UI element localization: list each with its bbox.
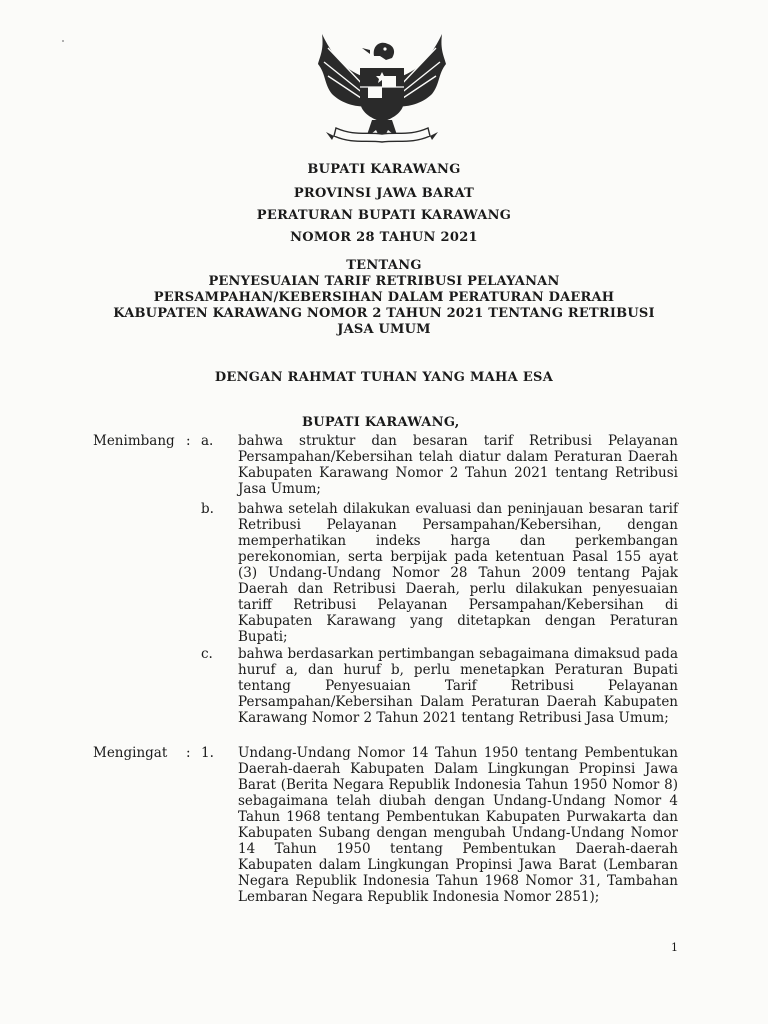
rahmat-heading: DENGAN RAHMAT TUHAN YANG MAHA ESA (214, 370, 554, 385)
menimbang-item-b: bahwa setelah dilakukan evaluasi dan peninjauan besaran tarif Retribusi Pelayanan Persampahan/Kebersihan, dengan memperhatikan indeks harga dan perkembangan perekonomian, serta berpijak pada ketentuan Pasal 155 ayat (3) Undang-Undang Nomor 28 Tahun 2009 tentang Pajak Daerah dan Retribusi Daerah, perlu dilakukan penyesuaian tariff Retribusi Pelayanan Persampahan/Kebersihan di Kabupaten Karawang yang ditetapkan dengan Peraturan Bupati; (238, 501, 678, 645)
scan-speck (62, 40, 64, 42)
bupati-heading: BUPATI KARAWANG, (302, 415, 460, 430)
item-marker: a. (201, 433, 214, 449)
header-line-2: PROVINSI JAWA BARAT (293, 186, 475, 201)
menimbang-item-c: bahwa berdasarkan pertimbangan sebagaimana dimaksud pada huruf a, dan huruf b, perlu menetapkan Peraturan Bupati tentang Penyesuaian Tarif Retribusi Pelayanan Persampahan/Kebersihan Dalam Peraturan Daerah Kabupaten Karawang Nomor 2 Tahun 2021 tentang Retribusi Jasa Umum; (238, 646, 678, 726)
title-line: JASA UMUM (337, 322, 431, 337)
item-marker: c. (201, 646, 213, 662)
menimbang-item-a: bahwa struktur dan besaran tarif Retribusi Pelayanan Persampahan/Kebersihan telah diatur dalam Peraturan Daerah Kabupaten Karawang Nomor 2 Tahun 2021 tentang Retribusi Jasa Umum; (238, 433, 678, 497)
title-line: PENYESUAIAN TARIF RETRIBUSI PELAYANAN (208, 274, 560, 289)
title-line: KABUPATEN KARAWANG NOMOR 2 TAHUN 2021 TENTANG RETRIBUSI (113, 306, 655, 321)
page-number: 1 (671, 941, 678, 954)
tentang-heading: TENTANG (346, 258, 422, 273)
regulation-title (90, 274, 678, 338)
header-line-4: NOMOR 28 TAHUN 2021 (290, 230, 478, 245)
menimbang-colon: : (186, 433, 191, 449)
mengingat-item-1: Undang-Undang Nomor 14 Tahun 1950 tentang Pembentukan Daerah-daerah Kabupaten Dalam Lingkungan Propinsi Jawa Barat (Berita Negara Republik Indonesia Tahun 1950 Nomor 8) sebagaimana telah diubah dengan Undang-Undang Nomor 4 Tahun 1968 tentang Pembentukan Kabupaten Purwakarta dan Kabupaten Subang dengan mengubah Undang-Undang Nomor 14 Tahun 1950 tentang Pembentukan Daerah-daerah Kabupaten dalam Lingkungan Propinsi Jawa Barat (Lembaran Negara Republik Indonesia Tahun 1968 Nomor 31, Tambahan Lembaran Negara Republik Indonesia Nomor 2851); (238, 745, 678, 905)
garuda-emblem-icon (314, 28, 450, 152)
mengingat-colon: : (186, 745, 191, 761)
header-line-1: BUPATI KARAWANG (307, 162, 461, 177)
mengingat-label: Mengingat (93, 745, 168, 761)
header-line-3: PERATURAN BUPATI KARAWANG (256, 208, 512, 223)
item-marker: b. (201, 501, 214, 517)
menimbang-label: Menimbang (93, 433, 175, 449)
item-marker: 1. (201, 745, 214, 761)
title-line: PERSAMPAHAN/KEBERSIHAN DALAM PERATURAN DAERAH (153, 290, 615, 305)
